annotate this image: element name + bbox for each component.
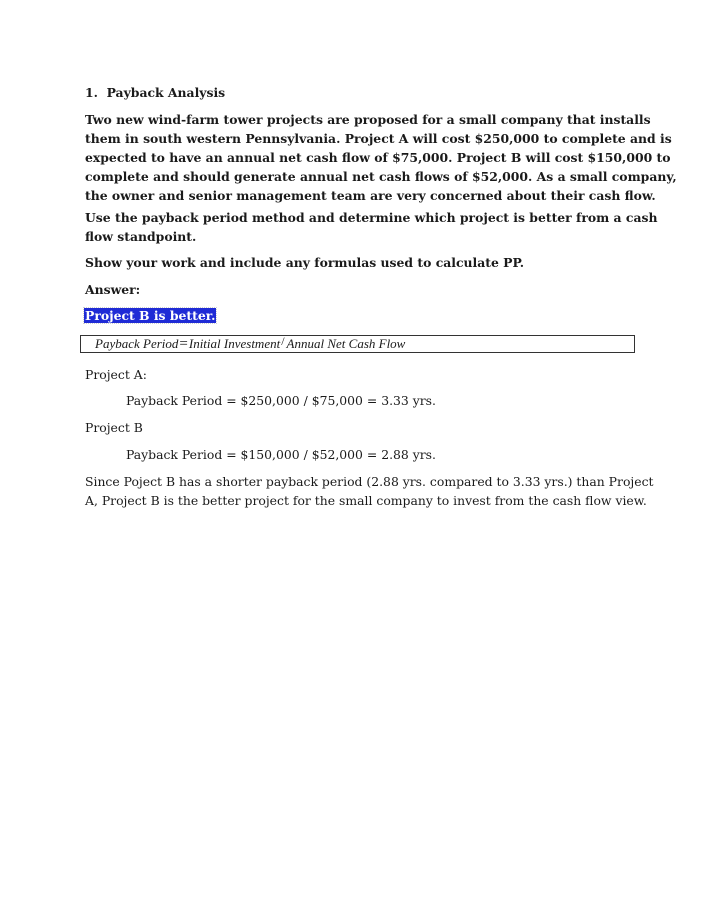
project-b-label: Project B <box>85 420 143 435</box>
answer-highlight: Project B is better. <box>85 308 216 323</box>
problem-line: Two new wind-farm tower projects are proposed for a small company that installs <box>85 112 651 127</box>
formula-slash: / <box>281 335 285 348</box>
heading-number: 1. <box>85 85 98 100</box>
conclusion <box>85 472 654 510</box>
formula-lhs: Payback Period <box>95 336 179 351</box>
formula-box <box>80 335 635 353</box>
instruction <box>85 208 657 246</box>
instruction-line: flow standpoint. <box>85 229 197 244</box>
problem-statement <box>85 110 677 205</box>
conclusion-line: A, Project B is the better project for the small company to invest from the cash flow view. <box>85 493 647 508</box>
answer-line <box>84 306 216 325</box>
section-heading <box>85 84 225 102</box>
formula-equals: = <box>179 336 188 352</box>
problem-line: the owner and senior management team are very concerned about their cash flow. <box>85 188 656 203</box>
show-work-instruction: Show your work and include any formulas used to calculate PP. <box>85 255 525 270</box>
formula-numerator: Initial Investment <box>188 336 281 351</box>
formula-denominator: Annual Net Cash Flow <box>286 336 406 351</box>
conclusion-line: Since Poject B has a shorter payback period (2.88 yrs. compared to 3.33 yrs.) than Project <box>85 474 654 489</box>
project-a-calculation: Payback Period = $250,000 / $75,000 = 3.33 yrs. <box>126 393 436 408</box>
project-a-label: Project A: <box>85 367 147 382</box>
problem-line: expected to have an annual net cash flow of $75,000. Project B will cost $150,000 to <box>85 150 671 165</box>
problem-line: them in south western Pennsylvania. Project A will cost $250,000 to complete and is <box>85 131 672 146</box>
heading-title: Payback Analysis <box>106 85 226 100</box>
problem-line: complete and should generate annual net cash flows of $52,000. As a small company, <box>85 169 677 184</box>
instruction-line: Use the payback period method and determine which project is better from a cash <box>85 210 658 225</box>
project-b-calculation: Payback Period = $150,000 / $52,000 = 2.88 yrs. <box>126 447 436 462</box>
answer-label: Answer: <box>85 282 141 297</box>
